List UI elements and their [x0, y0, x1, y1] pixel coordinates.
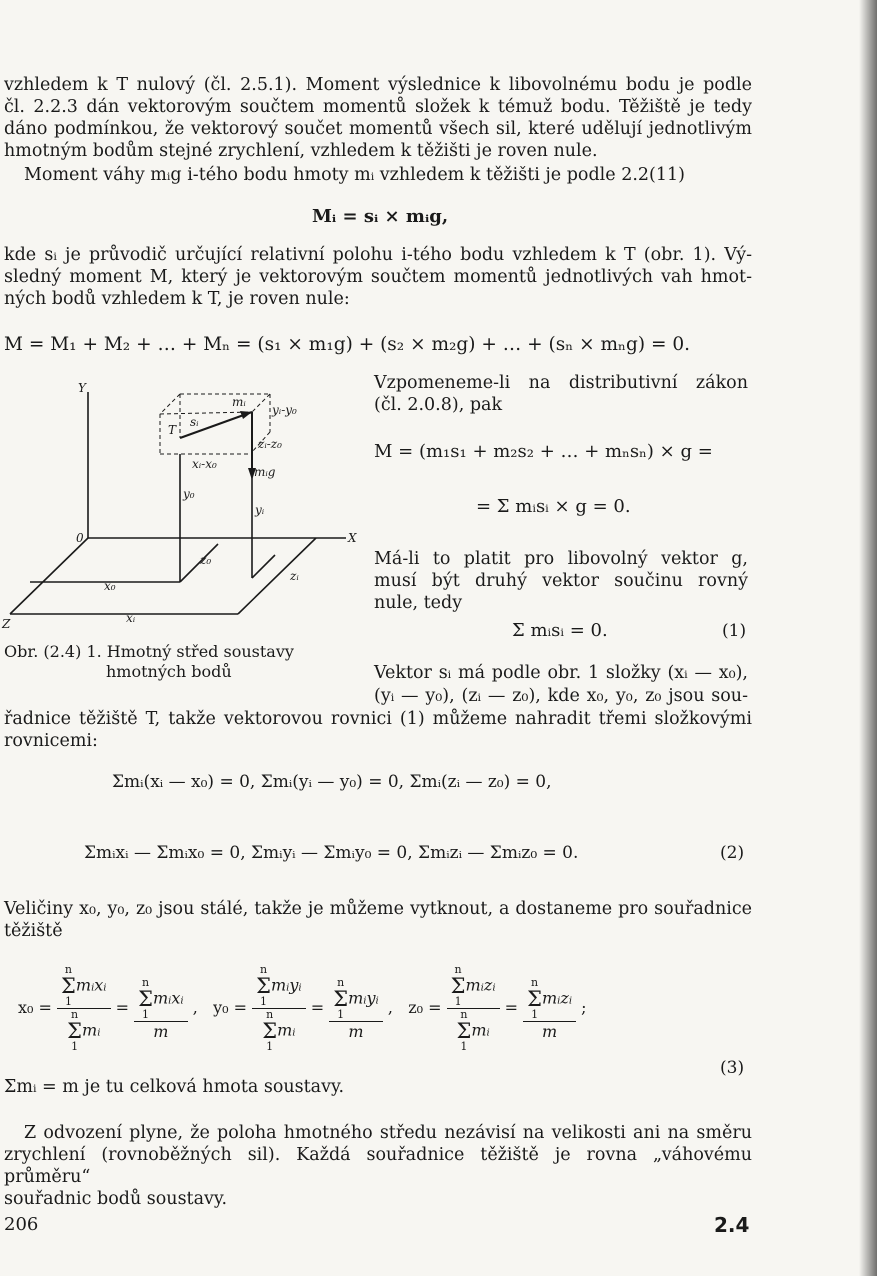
label-yi-y0: yᵢ-y₀	[272, 403, 297, 417]
equation-1-number: (1)	[722, 621, 747, 641]
equation-3-number: (3)	[720, 1058, 745, 1078]
right-text-2a: Má-li to platit pro libovolný vektor g,	[374, 549, 748, 569]
paragraph-6: Σmᵢ = m je tu celková hmota soustavy.	[4, 1077, 345, 1097]
right-text-3a: Vektor sᵢ má podle obr. 1 složky (xᵢ — x₀),	[374, 663, 748, 683]
paragraph-1: vzhledem k T nulový (čl. 2.5.1). Moment výslednice k libovolnému bodu je podle čl. 2.2.3 dán vektorovým součtem momentů složek k témuž bodu. Těžiště je tedy dáno podmínkou, že vektorový součet momentů všech sil, které udělují jednotlivým hmotným bodům stejné zrychlení, vzhledem k těžišti je roven nule.	[4, 75, 752, 161]
label-z0: z₀	[200, 553, 212, 567]
label-x0: x₀	[104, 579, 116, 593]
fraction-y0: n Σ 1mᵢyᵢ n Σ 1mᵢ	[252, 964, 306, 1053]
section-number: 2.4	[714, 1213, 750, 1237]
equation-components-2: Σmᵢxᵢ — Σmᵢx₀ = 0, Σmᵢyᵢ — Σmᵢy₀ = 0, Σmᵢzᵢ — Σmᵢz₀ = 0.	[84, 843, 579, 863]
label-xi-x0: xᵢ-x₀	[192, 457, 217, 471]
right-text-2b: musí být druhý vektor součinu rovný	[374, 571, 748, 591]
right-text-1a: Vzpomeneme-li na distributivní zákon	[374, 373, 748, 393]
label-yi: yᵢ	[255, 503, 265, 517]
label-mig: mᵢg	[254, 465, 276, 479]
y0-label: y₀ =	[213, 998, 248, 1017]
fraction-z0-m: n Σ 1mᵢzᵢ m	[523, 977, 576, 1041]
fraction-x0: n Σ 1mᵢxᵢ n Σ 1mᵢ	[57, 964, 111, 1053]
label-zi: zᵢ	[290, 569, 299, 583]
label-origin: 0	[76, 531, 84, 545]
equation-components-1: Σmᵢ(xᵢ — x₀) = 0, Σmᵢ(yᵢ — y₀) = 0, Σmᵢ(zᵢ — z₀) = 0,	[112, 772, 552, 792]
equation-moment-sum: M = M₁ + M₂ + … + Mₙ = (s₁ × m₁g) + (s₂ × m₂g) + … + (sₙ × mₙg) = 0.	[4, 334, 691, 355]
page-number: 206	[4, 1214, 39, 1235]
label-zi-z0: zᵢ-z₀	[258, 437, 282, 451]
label-mi: mᵢ	[232, 395, 246, 409]
equation-moment: Mᵢ = sᵢ × mᵢg,	[312, 206, 449, 227]
right-text-1b: (čl. 2.0.8), pak	[374, 395, 503, 415]
equation-3: x₀ = n Σ 1mᵢxᵢ n Σ 1mᵢ = n Σ 1mᵢxᵢ m , y₀ = n Σ 1mᵢyᵢ n Σ 1mᵢ = n Σ 1mᵢyᵢ m , z₀ = n Σ 1mᵢzᵢ n Σ 1mᵢ = n Σ 1mᵢzᵢ m ;	[18, 963, 587, 1053]
equation-distributive-2: = Σ mᵢsᵢ × g = 0.	[476, 496, 631, 517]
label-Z: Z	[2, 617, 11, 631]
fraction-x0-m: n Σ 1mᵢxᵢ m	[134, 977, 188, 1041]
paragraph-4: řadnice těžiště T, takže vektorovou rovnici (1) můžeme nahradit třemi složkovými rovnicemi:	[4, 709, 752, 751]
label-X: X	[348, 531, 357, 545]
z-axis	[10, 538, 88, 614]
fraction-y0-m: n Σ 1mᵢyᵢ m	[329, 977, 383, 1041]
paragraph-7: Z odvození plyne, že poloha hmotného středu nezávisí na velikosti ani na směru zrychlení (rovnoběžných sil). Každá souřadnice těžiště je rovna „váhovému průměru“ souřadnic bodů soustavy.	[4, 1123, 752, 1209]
paragraph-5: Veličiny x₀, y₀, z₀ jsou stálé, takže je můžeme vytknout, a dostaneme pro souřadnice těžiště	[4, 899, 752, 941]
paragraph-2: Moment váhy mᵢg i-tého bodu hmoty mᵢ vzhledem k těžišti je podle 2.2(11)	[24, 165, 685, 185]
label-y0: y₀	[183, 487, 195, 501]
figure-caption-line-1: Obr. (2.4) 1. Hmotný střed soustavy	[4, 642, 294, 661]
paragraph-3: kde sᵢ je průvodič určující relativní polohu i-tého bodu vzhledem k T (obr. 1). Vý- sledný moment M, který je vektorovým součtem momentů jednotlivých vah hmot- ných bodů vzhledem k T, je roven nule:	[4, 245, 752, 309]
right-text-3b: (yᵢ — y₀), (zᵢ — z₀), kde x₀, y₀, z₀ jsou sou-	[374, 686, 748, 706]
label-si: sᵢ	[190, 415, 199, 429]
equation-2-number: (2)	[720, 843, 745, 863]
z0-label: z₀ =	[408, 998, 442, 1017]
label-Y: Y	[78, 381, 86, 395]
figure-center-of-mass	[0, 372, 362, 634]
equation-1: Σ mᵢsᵢ = 0.	[512, 620, 608, 641]
right-text-2c: nule, tedy	[374, 593, 463, 613]
label-T: T	[168, 423, 177, 437]
equation-distributive-1: M = (m₁s₁ + m₂s₂ + … + mₙsₙ) × g =	[374, 441, 713, 462]
page-edge-shadow	[859, 0, 877, 1276]
fraction-z0: n Σ 1mᵢzᵢ n Σ 1mᵢ	[447, 964, 500, 1053]
figure-caption-line-2: hmotných bodů	[106, 662, 232, 681]
x0-label: x₀ =	[18, 998, 52, 1017]
label-xi: xᵢ	[126, 611, 136, 625]
